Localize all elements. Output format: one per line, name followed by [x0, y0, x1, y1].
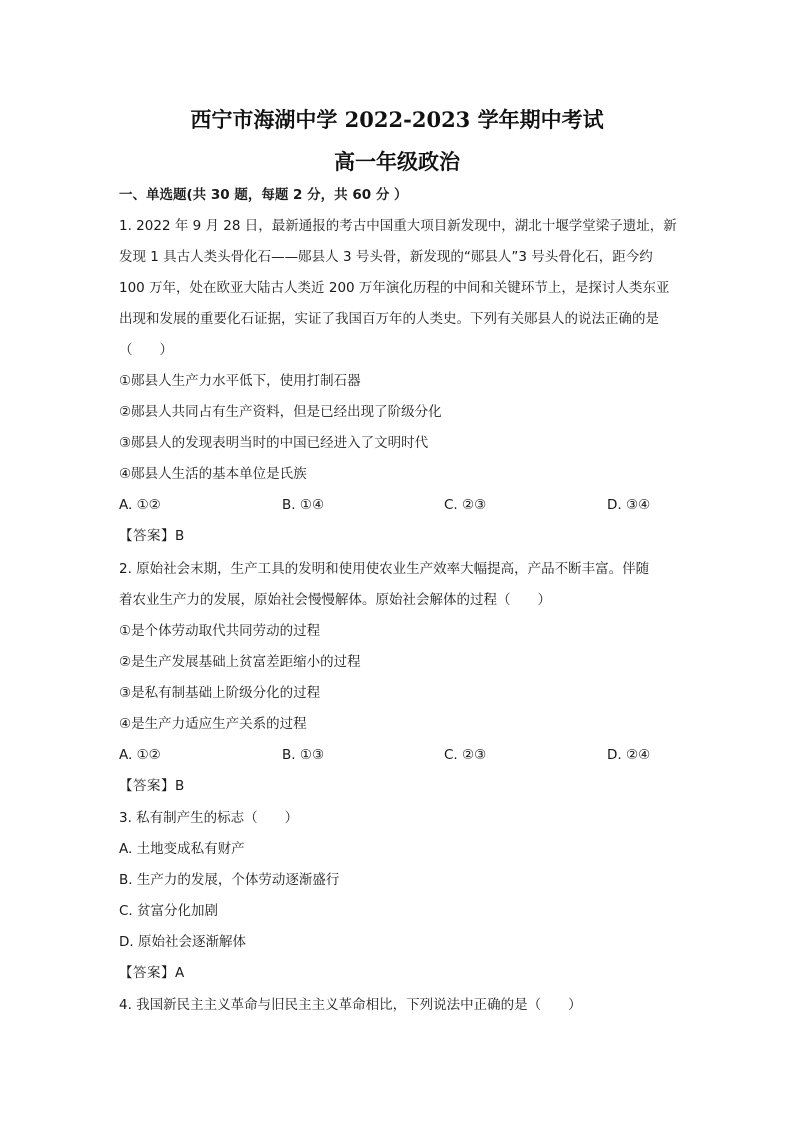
q1-text-line-5: （ ）	[119, 342, 173, 358]
q3-answer: 【答案】A	[119, 965, 185, 981]
q3-text-line-1: 3. 私有制产生的标志（ ）	[119, 810, 299, 826]
q2-option-c: C. ②③	[444, 747, 487, 763]
q2-text-line-1: 2. 原始社会末期，生产工具的发明和使用使农业生产效率大幅提高，产品不断丰富。伴随	[119, 561, 650, 577]
q2-text-line-2: 着农业生产力的发展，原始社会慢慢解体。原始社会解体的过程（ ）	[119, 592, 551, 608]
q3-choice-a: A. 土地变成私有财产	[119, 841, 245, 857]
q2-statement-3: ③是私有制基础上阶级分化的过程	[119, 685, 321, 701]
q2-answer: 【答案】B	[119, 778, 185, 794]
q2-option-b: B. ①③	[282, 747, 325, 763]
section-heading: 一、单选题(共 30 题，每题 2 分，共 60 分 ）	[119, 187, 408, 203]
q1-statement-1: ①郧县人生产力水平低下，使用打制石器	[119, 373, 361, 389]
exam-subtitle: 高一年级政治	[334, 149, 460, 174]
q2-option-a: A. ①②	[119, 747, 161, 763]
exam-title: 西宁市海湖中学 2022-2023 学年期中考试	[190, 107, 604, 132]
q2-statement-4: ④是生产力适应生产关系的过程	[119, 716, 307, 732]
q1-statement-2: ②郧县人共同占有生产资料，但是已经出现了阶级分化	[119, 404, 442, 420]
q1-option-d: D. ③④	[607, 497, 651, 513]
q1-option-b: B. ①④	[282, 497, 325, 513]
q3-choice-c: C. 贫富分化加剧	[119, 903, 219, 919]
q2-statement-2: ②是生产发展基础上贫富差距缩小的过程	[119, 654, 361, 670]
q1-answer: 【答案】B	[119, 528, 185, 544]
q2-statement-1: ①是个体劳动取代共同劳动的过程	[119, 623, 321, 639]
q3-choice-b: B. 生产力的发展，个体劳动逐渐盛行	[119, 872, 340, 888]
q1-statement-4: ④郧县人生活的基本单位是氏族	[119, 466, 307, 482]
q1-text-line-2: 发现 1 具古人类头骨化石——郧县人 3 号头骨，新发现的“郧县人”3 号头骨化石，距今约	[119, 249, 653, 265]
q1-option-a: A. ①②	[119, 497, 161, 513]
q1-text-line-4: 出现和发展的重要化石证据，实证了我国百万年的人类史。下列有关郧县人的说法正确的是	[119, 311, 659, 327]
q1-text-line-3: 100 万年，处在欧亚大陆古人类近 200 万年演化历程的中间和关键环节上，是探讨人类东亚	[119, 280, 670, 296]
q4-text-line-1: 4. 我国新民主主义革命与旧民主主义革命相比，下列说法中正确的是（ ）	[119, 997, 582, 1013]
q2-option-d: D. ②④	[607, 747, 651, 763]
q1-text-line-1: 1. 2022 年 9 月 28 日，最新通报的考古中国重大项目新发现中，湖北十堰学堂梁子遗址，新	[119, 218, 677, 234]
q1-statement-3: ③郧县人的发现表明当时的中国已经进入了文明时代	[119, 435, 429, 451]
q3-choice-d: D. 原始社会逐渐解体	[119, 934, 246, 950]
q1-option-c: C. ②③	[444, 497, 487, 513]
